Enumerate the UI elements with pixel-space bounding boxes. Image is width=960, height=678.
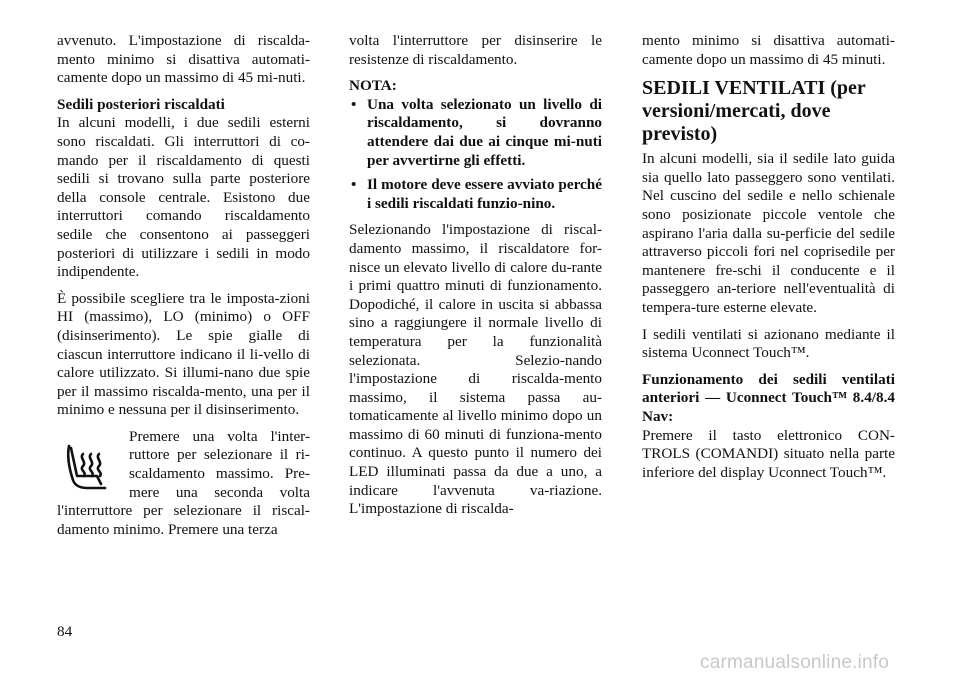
note-item: • Una volta selezionato un livello di riscaldamento, si dovranno attendere dai due ai cinque mi-nuti per avvertirne gli effetti. bbox=[349, 96, 602, 170]
section-heading-ventilated-seats: SEDILI VENTILATI (per versioni/mercati, dove previsto) bbox=[642, 77, 866, 146]
paragraph: avvenuto. L'impostazione di riscalda-mento minimo si disattiva automati-camente dopo un massimo di 45 mi-nuti. bbox=[57, 32, 310, 87]
note-item: • Il motore deve essere avviato perché i sedili riscaldati funzio-nino. bbox=[349, 176, 602, 213]
column-right bbox=[642, 32, 895, 490]
note-label: NOTA: bbox=[349, 77, 397, 95]
column-middle bbox=[349, 32, 602, 527]
paragraph: I sedili ventilati si azionano mediante il sistema Uconnect Touch™. bbox=[642, 325, 895, 362]
paragraph: volta l'interruttore per disinserire le resistenze di riscaldamento. bbox=[349, 32, 602, 68]
paragraph: In alcuni modelli, sia il sedile lato guida sia quello lato passeggero sono ventilati. Nel cuscino del sedile e nello schienale sono posizionate piccole ventole che aspirano l'aria dalla su-perficie del sedile attraverso piccoli fori nel coprisedile per mantenere fre-schi il conducente e il passeggero an-teriore nell'eventualità di tempera-ture esterne elevate. bbox=[642, 150, 895, 316]
watermark: carmanualsonline.info bbox=[700, 652, 890, 673]
paragraph: Premere una volta l'inter-ruttore per selezionare il ri-scaldamento massimo. Pre-mere una seconda volta l'interruttore per selezionare il riscal-damento minimo. Premere una terza bbox=[57, 427, 310, 538]
paragraph: Premere il tasto elettronico CON-TROLS (COMANDI) situato nella parte inferiore del display Uconnect Touch™. bbox=[642, 426, 895, 481]
paragraph: mento minimo si disattiva automati-camente dopo un massimo di 45 minuti. bbox=[642, 32, 895, 68]
heated-seat-icon bbox=[57, 436, 117, 502]
section-heading-rear-heated-seats: Sedili posteriori riscaldati bbox=[57, 95, 225, 113]
note-list bbox=[349, 96, 602, 214]
icon-paragraph bbox=[57, 428, 310, 548]
page-number: 84 bbox=[57, 623, 73, 640]
subsection-heading: Funzionamento dei sedili ventilati anteriori — Uconnect Touch™ 8.4/8.4 Nav: bbox=[642, 370, 895, 425]
paragraph: In alcuni modelli, i due sedili esterni sono riscaldati. Gli interruttori di co-mando per il riscaldamento di questi sedili si trovano sulla parte posteriore della console centrale. Esistono due interruttori comando riscaldamento sedile che consentono ai passeggeri posteriori di utilizzare i sedili in modo indipendente. bbox=[57, 114, 310, 281]
paragraph: Selezionando l'impostazione di riscal-damento massimo, il riscaldatore for-nisce un elevato livello di calore du-rante i primi quattro minuti di funzionamento. Dopodiché, il calore in uscita si abbassa sino a raggiungere il normale livello di temperatura per la funzionalità selezionata. Selezio-nando l'impostazione di riscalda-mento massimo, il sistema passa au-tomaticamente al livello minimo dopo un massimo di 60 minuti di funziona-mento continuo. A questo punto il numero dei LED illuminati passa da due a uno, a indicare l'avvenuta va-riazione. L'impostazione di riscalda- bbox=[349, 221, 602, 518]
column-left bbox=[57, 32, 310, 547]
paragraph: È possibile scegliere tra le imposta-zioni HI (massimo), LO (minimo) o OFF (disinserimento). Le spie gialle di ciascun interruttore indicano il li-vello di calore utilizzato. Si illumi-nano due spie per il massimo riscalda-mento, una per il minimo e nessuna per il disinserimento. bbox=[57, 289, 310, 419]
